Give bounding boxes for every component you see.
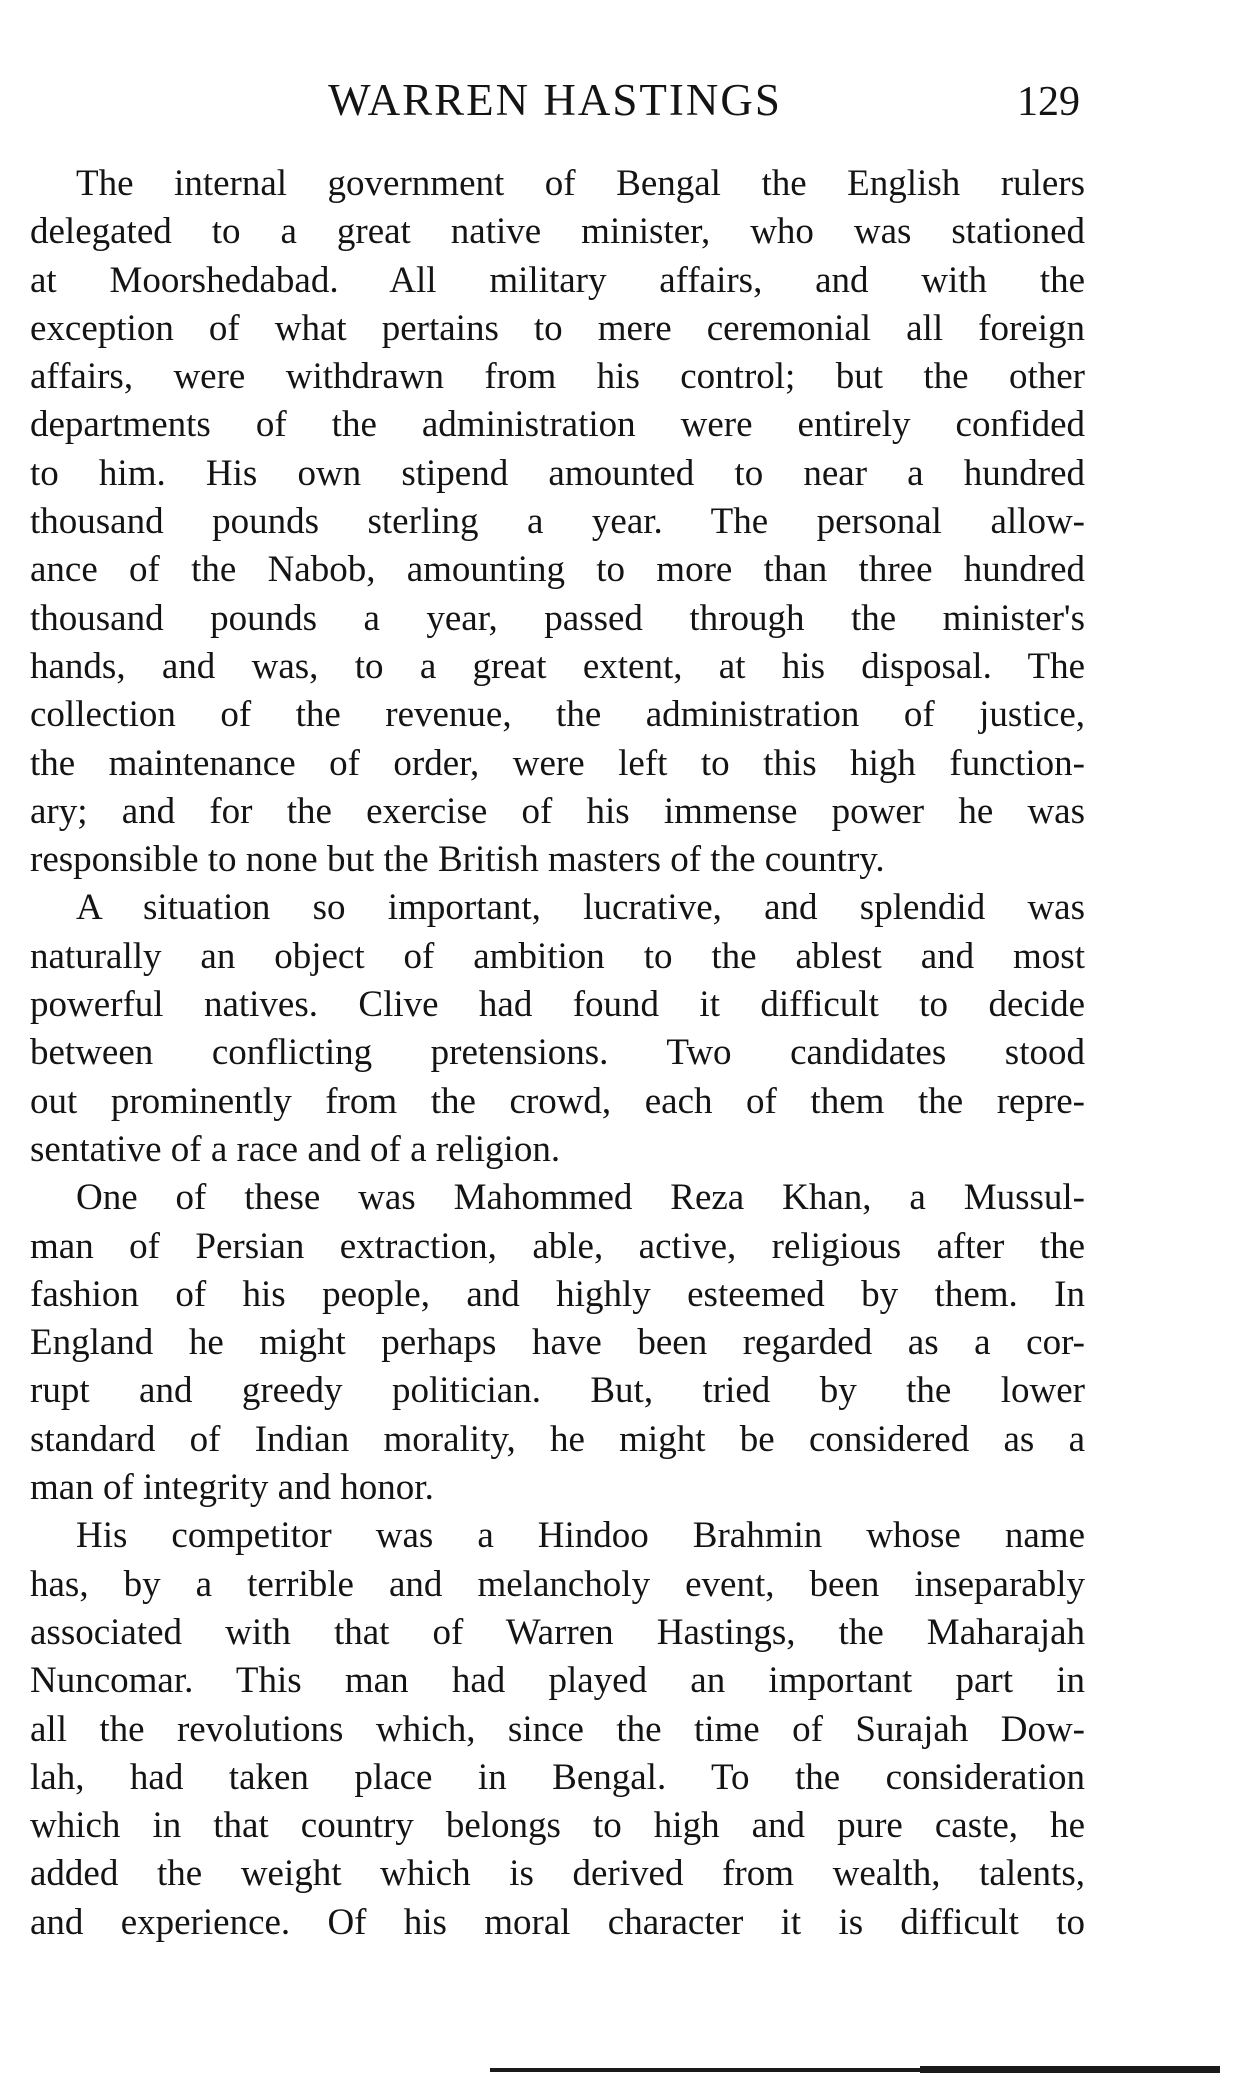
text-line: sentative of a race and of a religion. — [30, 1128, 561, 1170]
text-line: which in that country belongs to high and pure caste, he — [30, 1805, 1085, 1847]
text-line: His competitor was a Hindoo Brahmin whose name — [76, 1515, 1085, 1557]
text-line: hands, and was, to a great extent, at his disposal. The — [30, 645, 1085, 687]
text-line: A situation so important, lucrative, and splendid was — [76, 887, 1085, 929]
text-line: out prominently from the crowd, each of them the repre- — [30, 1080, 1085, 1122]
body-text — [30, 160, 1085, 1947]
paragraph — [30, 1512, 1085, 1947]
text-line: standard of Indian morality, he might be considered as a — [30, 1418, 1085, 1460]
text-line: associated with that of Warren Hastings, the Maharajah — [30, 1611, 1085, 1653]
text-line: man of Persian extraction, able, active, religious after the — [30, 1225, 1085, 1267]
running-title: WARREN HASTINGS — [328, 75, 782, 125]
text-line: One of these was Mahommed Reza Khan, a Mussul- — [76, 1177, 1085, 1219]
paragraph — [30, 1174, 1085, 1512]
text-line: Nuncomar. This man had played an important part in — [30, 1660, 1085, 1702]
text-line: England he might perhaps have been regarded as a cor- — [30, 1322, 1085, 1364]
text-line: man of integrity and honor. — [30, 1467, 434, 1509]
text-line: lah, had taken place in Bengal. To the consideration — [30, 1756, 1085, 1798]
text-line: responsible to none but the British masters of the country. — [30, 839, 885, 881]
text-line: delegated to a great native minister, who was stationed — [30, 211, 1085, 253]
text-line: ary; and for the exercise of his immense power he was — [30, 790, 1085, 832]
text-line: The internal government of Bengal the English rulers — [76, 163, 1085, 204]
text-line: collection of the revenue, the administration of justice, — [30, 694, 1085, 736]
text-line: affairs, were withdrawn from his control; but the other — [30, 356, 1085, 398]
paragraph — [30, 884, 1085, 1174]
text-line: exception of what pertains to mere ceremonial all foreign — [30, 307, 1085, 349]
text-line: naturally an object of ambition to the ablest and most — [30, 935, 1085, 977]
text-line: added the weight which is derived from wealth, talents, — [30, 1853, 1085, 1895]
paragraph — [30, 160, 1085, 884]
text-line: fashion of his people, and highly esteemed by them. In — [30, 1273, 1085, 1315]
footer-rule-thick — [920, 2066, 1220, 2073]
page-header — [30, 70, 1080, 130]
text-line: departments of the administration were entirely confided — [30, 404, 1085, 446]
text-line: to him. His own stipend amounted to near a hundred — [30, 452, 1085, 494]
text-line: at Moorshedabad. All military affairs, and with the — [30, 259, 1085, 301]
text-line: ance of the Nabob, amounting to more than three hundred — [30, 549, 1085, 591]
text-line: rupt and greedy politician. But, tried by the lower — [30, 1370, 1085, 1412]
text-line: thousand pounds a year, passed through the minister's — [30, 597, 1085, 639]
text-line: and experience. Of his moral character it is difficult to — [30, 1901, 1085, 1943]
text-line: the maintenance of order, were left to this high function- — [30, 742, 1085, 784]
text-line: all the revolutions which, since the time of Surajah Dow- — [30, 1708, 1085, 1750]
text-line: has, by a terrible and melancholy event, been inseparably — [30, 1563, 1085, 1605]
text-line: between conflicting pretensions. Two candidates stood — [30, 1032, 1085, 1074]
text-line: powerful natives. Clive had found it difficult to decide — [30, 984, 1085, 1026]
text-line: thousand pounds sterling a year. The personal allow- — [30, 501, 1085, 543]
page-number: 129 — [1017, 79, 1080, 125]
